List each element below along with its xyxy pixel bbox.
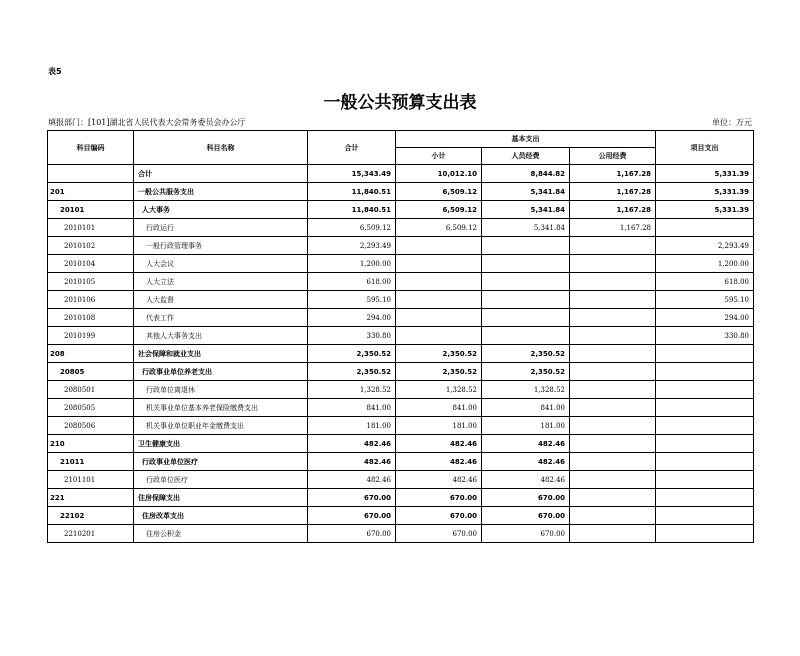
cell-project: 5,331.39: [656, 183, 754, 201]
cell-personnel: [482, 255, 570, 273]
cell-project: [656, 399, 754, 417]
cell-name: 人大监督: [134, 291, 308, 309]
cell-project: 330.80: [656, 327, 754, 345]
cell-code: 20805: [48, 363, 134, 381]
cell-project: [656, 381, 754, 399]
cell-public: [570, 237, 656, 255]
cell-subtotal: 482.46: [396, 435, 482, 453]
cell-subtotal: 670.00: [396, 489, 482, 507]
cell-project: [656, 471, 754, 489]
cell-name: 行政运行: [134, 219, 308, 237]
cell-public: 1,167.28: [570, 183, 656, 201]
cell-personnel: [482, 309, 570, 327]
cell-public: [570, 417, 656, 435]
cell-personnel: [482, 273, 570, 291]
cell-personnel: 482.46: [482, 453, 570, 471]
cell-total: 482.46: [308, 435, 396, 453]
cell-project: [656, 525, 754, 543]
cell-total: 181.00: [308, 417, 396, 435]
cell-name: 人大会议: [134, 255, 308, 273]
cell-name: 机关事业单位职业年金缴费支出: [134, 417, 308, 435]
table-row: [48, 291, 754, 309]
cell-code: 22102: [48, 507, 134, 525]
table-row: [48, 507, 754, 525]
table-row: [48, 255, 754, 273]
cell-total: 330.80: [308, 327, 396, 345]
cell-public: [570, 435, 656, 453]
cell-total: 11,840.51: [308, 183, 396, 201]
cell-project: 5,331.39: [656, 201, 754, 219]
cell-project: [656, 453, 754, 471]
cell-public: [570, 399, 656, 417]
cell-total: 2,350.52: [308, 345, 396, 363]
cell-name: 合计: [134, 165, 308, 183]
cell-name: 住房公积金: [134, 525, 308, 543]
cell-subtotal: 6,509.12: [396, 201, 482, 219]
cell-personnel: [482, 327, 570, 345]
cell-project: [656, 219, 754, 237]
table-row: [48, 525, 754, 543]
header-name: 科目名称: [134, 131, 308, 165]
header-basic: 基本支出: [396, 131, 656, 148]
cell-total: 11,840.51: [308, 201, 396, 219]
cell-total: 841.00: [308, 399, 396, 417]
cell-public: 1,167.28: [570, 165, 656, 183]
cell-public: [570, 381, 656, 399]
cell-code: 208: [48, 345, 134, 363]
cell-subtotal: [396, 291, 482, 309]
header-public: 公用经费: [570, 148, 656, 165]
cell-code: 2010106: [48, 291, 134, 309]
table-number: 表5: [48, 67, 62, 76]
cell-public: [570, 525, 656, 543]
cell-total: 1,200.00: [308, 255, 396, 273]
table-row: [48, 219, 754, 237]
unit-label: 单位：万元: [712, 118, 752, 127]
cell-subtotal: 482.46: [396, 453, 482, 471]
cell-subtotal: [396, 255, 482, 273]
cell-personnel: 670.00: [482, 507, 570, 525]
cell-subtotal: 670.00: [396, 525, 482, 543]
cell-project: 595.10: [656, 291, 754, 309]
table-row: [48, 381, 754, 399]
cell-project: [656, 417, 754, 435]
page-title: 一般公共预算支出表: [323, 93, 477, 113]
cell-subtotal: 841.00: [396, 399, 482, 417]
cell-project: [656, 507, 754, 525]
table-row: [48, 183, 754, 201]
cell-total: 1,328.52: [308, 381, 396, 399]
table-row: [48, 363, 754, 381]
cell-code: 2080505: [48, 399, 134, 417]
cell-subtotal: 2,350.52: [396, 345, 482, 363]
header-subtotal: 小计: [396, 148, 482, 165]
cell-total: 15,343.49: [308, 165, 396, 183]
cell-code: 2010108: [48, 309, 134, 327]
cell-personnel: 181.00: [482, 417, 570, 435]
cell-personnel: 482.46: [482, 471, 570, 489]
cell-subtotal: 6,509.12: [396, 219, 482, 237]
cell-code: 2010102: [48, 237, 134, 255]
cell-name: 卫生健康支出: [134, 435, 308, 453]
cell-code: 21011: [48, 453, 134, 471]
cell-name: 机关事业单位基本养老保险缴费支出: [134, 399, 308, 417]
cell-public: [570, 363, 656, 381]
cell-subtotal: 1,328.52: [396, 381, 482, 399]
cell-total: 482.46: [308, 453, 396, 471]
cell-code: 2010199: [48, 327, 134, 345]
cell-total: 6,509.12: [308, 219, 396, 237]
table-row: [48, 453, 754, 471]
cell-code: 2210201: [48, 525, 134, 543]
cell-code: 2010105: [48, 273, 134, 291]
cell-name: 行政单位离退休: [134, 381, 308, 399]
header-total: 合计: [308, 131, 396, 165]
cell-personnel: 8,844.82: [482, 165, 570, 183]
cell-project: [656, 363, 754, 381]
cell-subtotal: 670.00: [396, 507, 482, 525]
cell-project: 1,200.00: [656, 255, 754, 273]
cell-code: 2101101: [48, 471, 134, 489]
cell-personnel: 5,341.84: [482, 201, 570, 219]
cell-public: 1,167.28: [570, 219, 656, 237]
cell-personnel: 2,350.52: [482, 345, 570, 363]
cell-total: 670.00: [308, 525, 396, 543]
cell-name: 其他人大事务支出: [134, 327, 308, 345]
cell-personnel: 670.00: [482, 525, 570, 543]
cell-code: [48, 165, 134, 183]
cell-name: 人大立法: [134, 273, 308, 291]
cell-project: 618.00: [656, 273, 754, 291]
table-row: [48, 201, 754, 219]
cell-public: [570, 345, 656, 363]
cell-personnel: 2,350.52: [482, 363, 570, 381]
table-row: [48, 309, 754, 327]
cell-subtotal: 181.00: [396, 417, 482, 435]
cell-public: [570, 309, 656, 327]
cell-project: 2,293.49: [656, 237, 754, 255]
cell-code: 20101: [48, 201, 134, 219]
header-code: 科目编码: [48, 131, 134, 165]
table-row: [48, 165, 754, 183]
cell-code: 2080506: [48, 417, 134, 435]
cell-subtotal: 2,350.52: [396, 363, 482, 381]
table-row: [48, 327, 754, 345]
cell-name: 行政事业单位医疗: [134, 453, 308, 471]
cell-public: 1,167.28: [570, 201, 656, 219]
cell-code: 201: [48, 183, 134, 201]
cell-project: 5,331.39: [656, 165, 754, 183]
cell-subtotal: 482.46: [396, 471, 482, 489]
table-row: [48, 435, 754, 453]
cell-total: 618.00: [308, 273, 396, 291]
cell-subtotal: [396, 327, 482, 345]
cell-total: 482.46: [308, 471, 396, 489]
header-personnel: 人员经费: [482, 148, 570, 165]
cell-total: 2,350.52: [308, 363, 396, 381]
cell-personnel: [482, 291, 570, 309]
cell-public: [570, 291, 656, 309]
reporting-department: 填报部门：[101]湖北省人民代表大会常务委员会办公厅: [48, 118, 246, 127]
cell-public: [570, 471, 656, 489]
cell-code: 2080501: [48, 381, 134, 399]
table-row: [48, 417, 754, 435]
cell-code: 2010104: [48, 255, 134, 273]
cell-personnel: 1,328.52: [482, 381, 570, 399]
cell-subtotal: [396, 309, 482, 327]
cell-public: [570, 453, 656, 471]
cell-public: [570, 327, 656, 345]
cell-project: [656, 435, 754, 453]
cell-code: 2010101: [48, 219, 134, 237]
table-row: [48, 399, 754, 417]
table-row: [48, 345, 754, 363]
cell-total: 670.00: [308, 489, 396, 507]
cell-total: 595.10: [308, 291, 396, 309]
table-row: [48, 237, 754, 255]
cell-code: 210: [48, 435, 134, 453]
cell-personnel: [482, 237, 570, 255]
cell-project: 294.00: [656, 309, 754, 327]
cell-personnel: 482.46: [482, 435, 570, 453]
table-row: [48, 489, 754, 507]
cell-personnel: 5,341.84: [482, 183, 570, 201]
cell-subtotal: 10,012.10: [396, 165, 482, 183]
header-project: 项目支出: [656, 131, 754, 165]
cell-name: 行政单位医疗: [134, 471, 308, 489]
cell-personnel: 670.00: [482, 489, 570, 507]
cell-public: [570, 507, 656, 525]
budget-table: [47, 130, 754, 543]
cell-public: [570, 273, 656, 291]
table-row: [48, 471, 754, 489]
cell-public: [570, 255, 656, 273]
cell-name: 人大事务: [134, 201, 308, 219]
cell-name: 代表工作: [134, 309, 308, 327]
cell-subtotal: 6,509.12: [396, 183, 482, 201]
cell-personnel: 5,341.84: [482, 219, 570, 237]
table-row: [48, 273, 754, 291]
cell-total: 2,293.49: [308, 237, 396, 255]
cell-name: 住房保障支出: [134, 489, 308, 507]
cell-name: 一般行政管理事务: [134, 237, 308, 255]
cell-subtotal: [396, 273, 482, 291]
cell-project: [656, 489, 754, 507]
cell-total: 294.00: [308, 309, 396, 327]
cell-name: 住房改革支出: [134, 507, 308, 525]
cell-total: 670.00: [308, 507, 396, 525]
cell-name: 一般公共服务支出: [134, 183, 308, 201]
cell-personnel: 841.00: [482, 399, 570, 417]
cell-code: 221: [48, 489, 134, 507]
cell-project: [656, 345, 754, 363]
cell-subtotal: [396, 237, 482, 255]
cell-name: 行政事业单位养老支出: [134, 363, 308, 381]
cell-name: 社会保障和就业支出: [134, 345, 308, 363]
cell-public: [570, 489, 656, 507]
